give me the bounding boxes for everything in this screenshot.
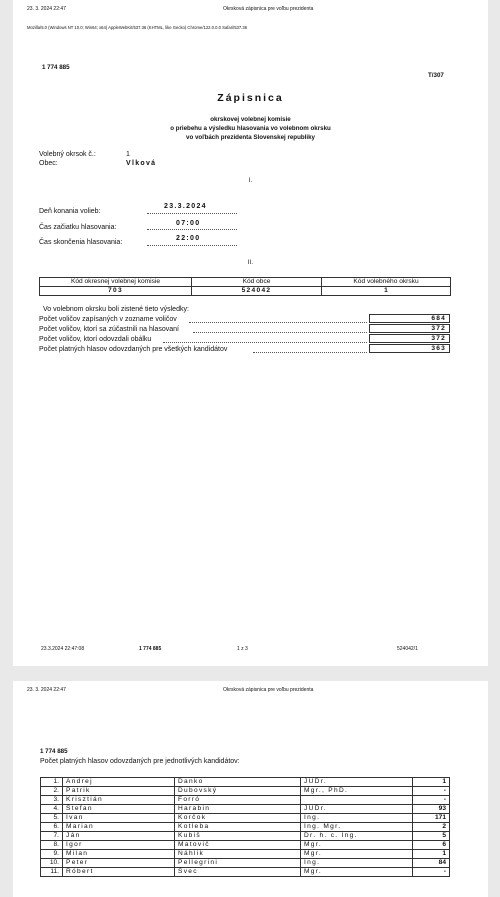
document-page-1 <box>13 0 488 666</box>
candidate-number: 3. <box>41 796 63 805</box>
table-row <box>41 868 450 877</box>
doc-number: 1 774 885 <box>42 64 70 71</box>
candidate-first-name: Peter <box>63 859 175 868</box>
start-time-label: Čas začiatku hlasovania: <box>39 224 117 231</box>
candidate-first-name: Róbert <box>63 868 175 877</box>
result-label-envelopes: Počet voličov, ktorí odovzdali obálku <box>39 336 152 343</box>
codes-table <box>39 277 451 296</box>
election-day-label: Deň konania volieb: <box>39 208 101 215</box>
result-label-registered: Počet voličov zapísaných v zozname voličov <box>39 316 177 323</box>
candidate-votes: - <box>413 868 450 877</box>
document-page-2 <box>13 681 488 897</box>
district-value: 1 <box>126 151 130 158</box>
table-row <box>41 859 450 868</box>
candidate-votes: 1 <box>413 778 450 787</box>
candidate-last-name: Kotleba <box>175 823 301 832</box>
end-time-label: Čas skončenia hlasovania: <box>39 239 123 246</box>
candidate-last-name: Korčok <box>175 814 301 823</box>
candidate-last-name: Forró <box>175 796 301 805</box>
results-intro: Vo volebnom okrsku boli zistené tieto výsledky: <box>43 306 189 313</box>
municipality-label: Obec: <box>39 160 58 167</box>
doc-number: 1 774 885 <box>40 748 68 755</box>
candidate-number: 8. <box>41 841 63 850</box>
codes-value-municipality: 524042 <box>192 287 322 296</box>
candidate-last-name: Danko <box>175 778 301 787</box>
footer-page-number: 1 z 3 <box>237 646 248 652</box>
table-row <box>41 823 450 832</box>
result-value-registered: 684 <box>369 314 450 323</box>
candidate-first-name: Krisztián <box>63 796 175 805</box>
election-day-value: 23.3.2024 <box>164 203 207 210</box>
candidate-votes: 2 <box>413 823 450 832</box>
candidate-first-name: Patrik <box>63 787 175 796</box>
candidate-title: Ing. <box>301 859 413 868</box>
candidate-votes: 1 <box>413 850 450 859</box>
candidate-number: 10. <box>41 859 63 868</box>
candidate-title <box>301 796 413 805</box>
candidate-votes: 171 <box>413 814 450 823</box>
start-time-value: 07:00 <box>176 220 201 227</box>
codes-header-municipality: Kód obce <box>192 278 322 287</box>
print-datetime: 23. 3. 2024 22:47 <box>27 6 66 12</box>
result-label-valid-votes: Počet platných hlasov odovzdaných pre všetkých kandidátov <box>39 346 228 353</box>
district-label: Volebný okrsok č.: <box>39 151 96 158</box>
table-row <box>41 787 450 796</box>
user-agent: Mozilla/5.0 (Windows NT 10.0; Win64; x64) AppleWebKit/537.36 (KHTML, like Gecko) Chrome/122.0.0.0 Safari/537.36 <box>27 25 248 30</box>
candidate-first-name: Marian <box>63 823 175 832</box>
codes-header-commission: Kód okresnej volebnej komisie <box>40 278 192 287</box>
candidate-first-name: Štefan <box>63 805 175 814</box>
footer-code: 524042/1 <box>397 646 418 652</box>
result-value-envelopes: 372 <box>369 334 450 343</box>
table-row <box>41 832 450 841</box>
result-value-valid-votes: 363 <box>369 344 450 353</box>
table-row <box>41 805 450 814</box>
candidate-votes: 6 <box>413 841 450 850</box>
table-row <box>41 850 450 859</box>
candidate-number: 11. <box>41 868 63 877</box>
document-heading: Zápisnica <box>217 92 284 104</box>
candidate-title: Ing. Mgr. <box>301 823 413 832</box>
print-title: Okrsková zápisnica pre voľbu prezidenta <box>223 687 314 693</box>
candidate-last-name: Dubovský <box>175 787 301 796</box>
section-1-marker: I. <box>248 177 253 184</box>
candidate-votes: - <box>413 787 450 796</box>
candidate-number: 4. <box>41 805 63 814</box>
subheading-line-2: o priebehu a výsledku hlasovania vo volebnom okrsku <box>170 125 331 132</box>
candidate-first-name: Igor <box>63 841 175 850</box>
candidate-number: 2. <box>41 787 63 796</box>
candidate-votes: - <box>413 796 450 805</box>
table-row <box>41 841 450 850</box>
candidate-title: Mgr. <box>301 868 413 877</box>
candidate-first-name: Andrej <box>63 778 175 787</box>
candidate-last-name: Pellegrini <box>175 859 301 868</box>
candidate-first-name: Ján <box>63 832 175 841</box>
codes-header-district: Kód volebného okrsku <box>322 278 451 287</box>
candidate-last-name: Náhlik <box>175 850 301 859</box>
table-row <box>41 796 450 805</box>
subheading-line-3: vo voľbách prezidenta Slovenskej republiky <box>186 134 315 141</box>
candidate-last-name: Harabin <box>175 805 301 814</box>
candidate-title: Mgr. <box>301 850 413 859</box>
candidate-first-name: Milan <box>63 850 175 859</box>
section-2-marker: II. <box>247 259 254 266</box>
table-row <box>41 778 450 787</box>
result-value-participated: 372 <box>369 324 450 333</box>
candidate-number: 5. <box>41 814 63 823</box>
candidate-number: 6. <box>41 823 63 832</box>
candidate-last-name: Švec <box>175 868 301 877</box>
candidate-number: 9. <box>41 850 63 859</box>
candidates-table <box>40 777 450 877</box>
form-code: T/307 <box>428 72 444 79</box>
candidate-votes: 84 <box>413 859 450 868</box>
candidate-votes: 93 <box>413 805 450 814</box>
candidate-title: JUDr. <box>301 778 413 787</box>
codes-value-commission: 703 <box>40 287 192 296</box>
end-time-value: 22:00 <box>176 235 201 242</box>
municipality-value: Vlková <box>126 160 157 167</box>
candidate-title: JUDr. <box>301 805 413 814</box>
candidate-title: Dr. h. c. Ing. <box>301 832 413 841</box>
footer-timestamp: 23.3.2024 22:47:08 <box>41 646 85 652</box>
result-label-participated: Počet voličov, ktorí sa zúčastnili na hlasovaní <box>39 326 179 333</box>
candidate-title: Mgr. <box>301 841 413 850</box>
candidate-first-name: Ivan <box>63 814 175 823</box>
print-title: Okrsková zápisnica pre voľbu prezidenta <box>223 6 314 12</box>
candidate-number: 7. <box>41 832 63 841</box>
candidate-votes: 5 <box>413 832 450 841</box>
candidate-number: 1. <box>41 778 63 787</box>
candidate-title: Mgr., PhD. <box>301 787 413 796</box>
print-datetime: 23. 3. 2024 22:47 <box>27 687 66 693</box>
codes-value-district: 1 <box>322 287 451 296</box>
candidate-last-name: Kubiš <box>175 832 301 841</box>
table-row <box>41 814 450 823</box>
candidate-title: Ing. <box>301 814 413 823</box>
candidate-last-name: Matovič <box>175 841 301 850</box>
footer-doc-number: 1 774 885 <box>139 646 162 652</box>
subheading-line-1: okrskovej volebnej komisie <box>210 116 291 123</box>
candidates-title: Počet platných hlasov odovzdaných pre jednotlivých kandidátov: <box>40 758 240 765</box>
